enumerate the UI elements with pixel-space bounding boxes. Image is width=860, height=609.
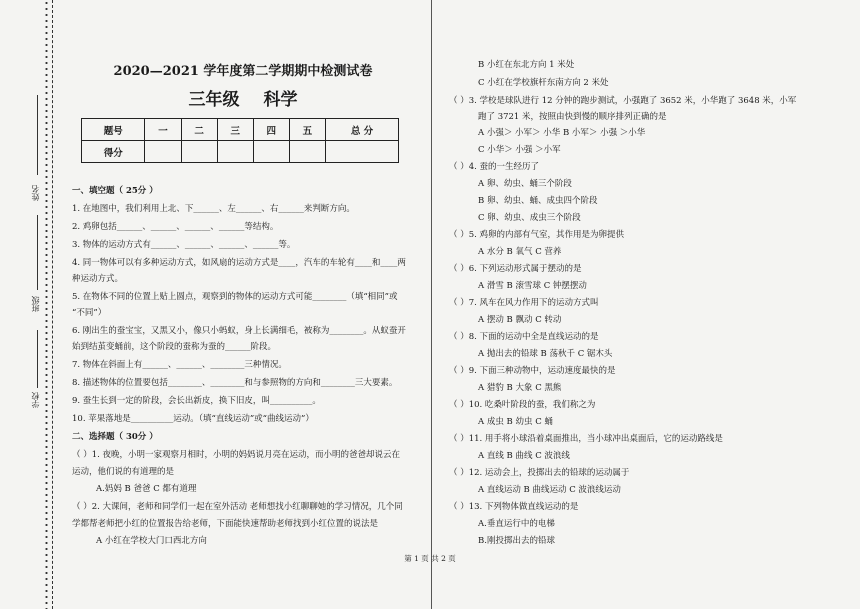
section1-heading: 一、填空题（ 25分 ） bbox=[72, 186, 158, 196]
fill-question-cont: 始到结茧变蛹前，这个阶段的蚕称为蚕的______阶段。 bbox=[72, 342, 277, 352]
score-value-row bbox=[82, 141, 399, 163]
choice-option: A 卵、幼虫、蛹三个阶段 bbox=[478, 179, 572, 189]
choice-options: C 小华＞ 小强 ＞小军 bbox=[478, 145, 561, 155]
score-header-cell: 二 bbox=[181, 119, 217, 141]
score-header-cell: 五 bbox=[289, 119, 325, 141]
fill-question: 7. 物体在斜面上有______、______、________三种情况。 bbox=[72, 360, 287, 370]
choice-option: B 卵、幼虫、蛹、成虫四个阶段 bbox=[478, 196, 598, 206]
score-header-cell: 三 bbox=[217, 119, 253, 141]
choice-question: （ ）13. 下列物体做直线运动的是 bbox=[449, 502, 579, 512]
choice-options: A 直线运动 B 曲线运动 C 波浪线运动 bbox=[478, 485, 621, 495]
school-underline bbox=[37, 330, 38, 388]
exam-subtitle: 三年级 科学 bbox=[188, 90, 298, 110]
choice-options: A 猎豹 B 大象 C 黑熊 bbox=[478, 383, 562, 393]
score-cell bbox=[217, 141, 253, 163]
choice-option: A 小红在学校大门口西北方向 bbox=[96, 536, 207, 546]
score-cell bbox=[145, 141, 181, 163]
choice-question: （ ）6. 下列运动形式属于摆动的是 bbox=[449, 264, 582, 274]
fill-question: 6. 刚出生的蚕宝宝，又黑又小，像只小蚂蚁，身上长满细毛，被称为________。从蚁蚕开 bbox=[72, 326, 406, 336]
choice-question: （ ）11. 用手将小球沿着桌面推出，当小球冲出桌面后，它的运动路线是 bbox=[449, 434, 723, 444]
choice-options: A.妈妈 B 爸爸 C 都有道理 bbox=[96, 484, 197, 494]
fill-question-cont: “不同”） bbox=[72, 308, 107, 318]
fill-question: 9. 蚕生长到一定的阶段，会长出新皮，换下旧皮，叫__________。 bbox=[72, 396, 321, 406]
exam-title: 2020—2021 学年度第二学期期中检测试卷 bbox=[113, 64, 373, 79]
choice-question: （ ）2. 大课间，老师和同学们一起在室外活动 老师想找小红聊聊她的学习情况，几个同 bbox=[72, 502, 403, 512]
score-header-cell: 总 分 bbox=[325, 119, 398, 141]
choice-question-cont: 学都帮老师把小红的位置报告给老师，下面能快速帮助老师找到小红位置的说法是 bbox=[72, 519, 379, 529]
choice-question: （ ）4. 蚕的一生经历了 bbox=[449, 162, 540, 172]
choice-question-cont: 跑了 3721 米，按照由快到慢的顺序排列正确的是 bbox=[478, 112, 667, 122]
section2-heading: 二、选择题（ 30分 ） bbox=[72, 432, 158, 442]
score-header-cell: 四 bbox=[253, 119, 289, 141]
choice-question: （ ）7. 风车在风力作用下的运动方式叫 bbox=[449, 298, 599, 308]
column-divider bbox=[431, 0, 432, 609]
page-footer: 第 1 页 共 2 页 bbox=[404, 554, 456, 563]
fill-question: 8. 描述物体的位置要包括________、________和与参照物的方向和________三大要素。 bbox=[72, 378, 398, 388]
fill-question: 10. 苹果落地是__________运动。（填“直线运动”或“曲线运动”） bbox=[72, 414, 314, 424]
choice-options: A 摆动 B 飘动 C 转动 bbox=[478, 315, 562, 325]
choice-option: A.垂直运行中的电梯 bbox=[478, 519, 555, 529]
fill-question: 3. 物体的运动方式有______、______、______、______等。 bbox=[72, 240, 296, 250]
choice-question: （ ）5. 鸡卵的内部有气室，其作用是为卵提供 bbox=[449, 230, 625, 240]
exam-header bbox=[68, 56, 418, 110]
score-header-cell: 一 bbox=[145, 119, 181, 141]
fill-question: 5. 在物体不同的位置上贴上圆点，观察到的物体的运动方式可能________（填“相同”或 bbox=[72, 292, 398, 302]
choice-options: A 成虫 B 幼虫 C 蛹 bbox=[478, 417, 553, 427]
name-label: 姓名 bbox=[31, 185, 40, 201]
score-table bbox=[81, 118, 399, 163]
score-row-label: 得分 bbox=[82, 141, 145, 163]
score-cell bbox=[289, 141, 325, 163]
choice-question: （ ）12. 运动会上，投掷出去的铅球的运动属于 bbox=[449, 468, 630, 478]
score-cell bbox=[181, 141, 217, 163]
choice-question: （ ）8. 下面的运动中全是直线运动的是 bbox=[449, 332, 599, 342]
choice-option: B.刚投掷出去的铅球 bbox=[478, 536, 555, 546]
choice-question: （ ）9. 下面三种动物中，运动速度最快的是 bbox=[449, 366, 616, 376]
choice-options: A 小强＞ 小军＞ 小华 B 小军＞ 小强 ＞小华 bbox=[478, 128, 646, 138]
class-label: 班级 bbox=[31, 296, 40, 312]
choice-question-cont: 运动，他们说的有道理的是 bbox=[72, 467, 175, 477]
choice-question: （ ）1. 夜晚，小明一家观察月相时，小明的妈妈说月亮在运动，而小明的爸爸却说云在 bbox=[72, 450, 401, 460]
choice-options: A 抛出去的铅球 B 荡秋千 C 锯木头 bbox=[478, 349, 613, 359]
choice-option: C 卵、幼虫、成虫三个阶段 bbox=[478, 213, 581, 223]
choice-option: C 小红在学校旗杆东南方向 2 米处 bbox=[478, 78, 609, 88]
score-header-row bbox=[82, 119, 399, 141]
score-cell bbox=[325, 141, 398, 163]
choice-question: （ ）3. 学校是球队进行 12 分钟的跑步测试，小强跑了 3652 米，小华跑了 3648 米，小军 bbox=[449, 96, 797, 106]
fill-question: 4. 同一物体可以有多种运动方式，如风扇的运动方式是____，汽车的车轮有____和____两 bbox=[72, 258, 406, 268]
binding-line bbox=[52, 0, 53, 609]
score-header-cell: 题号 bbox=[82, 119, 145, 141]
class-underline bbox=[37, 215, 38, 290]
choice-question: （ ）10. 吃桑叶阶段的蚕，我们称之为 bbox=[449, 400, 596, 410]
choice-option: B 小红在东北方向 1 米处 bbox=[478, 60, 575, 70]
choice-options: A 水分 B 氧气 C 营养 bbox=[478, 247, 562, 257]
binding-perforation bbox=[45, 0, 48, 609]
score-cell bbox=[253, 141, 289, 163]
fill-question: 1. 在地图中，我们利用上北、下______、左______、右______来判断方向。 bbox=[72, 204, 355, 214]
school-label: 学校 bbox=[31, 392, 40, 408]
choice-options: A 直线 B 曲线 C 波浪线 bbox=[478, 451, 570, 461]
choice-options: A 滑雪 B 滚雪球 C 钟摆摆动 bbox=[478, 281, 587, 291]
fill-question: 2. 鸡卵包括______、______、______、______等结构。 bbox=[72, 222, 279, 232]
name-underline bbox=[37, 95, 38, 175]
fill-question-cont: 种运动方式。 bbox=[72, 274, 124, 284]
